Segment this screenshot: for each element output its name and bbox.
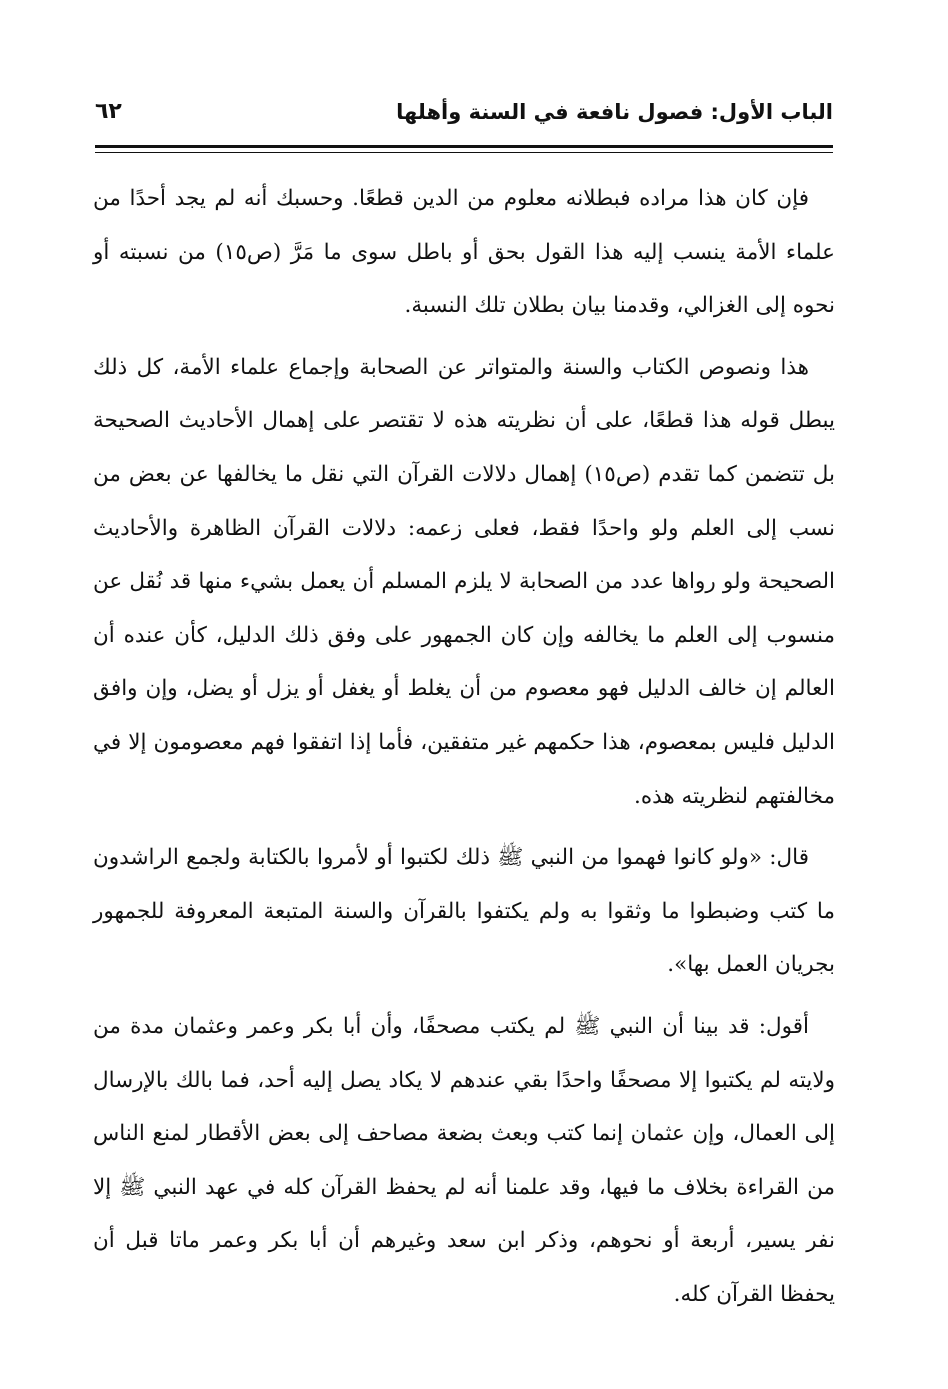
main-text [93,172,835,1329]
header-rule-thin [95,152,833,153]
header-rule-thick [95,145,833,148]
paragraph-3-quote: قال: «ولو كانوا فهموا من النبي ﷺ ذلك لكتبوا أو لأمروا بالكتابة ولجمع الراشدون ما كتب وضبطوا ما وثقوا به ولم يكتفوا بالقرآن والسنة المتبعة المعروفة للجمهور بجريان العمل بها». [93,845,835,978]
paragraph-4: أقول: قد بينا أن النبي ﷺ لم يكتب مصحفًا، وأن أبا بكر وعمر وعثمان مدة من ولايته لم يكتبوا إلا مصحفًا واحدًا بقي عندهم لا يكاد يصل إليه أحد، فما بالك بالإرسال إلى العمال، وإن عثمان إنما كتب وبعث بضعة مصاحف إلى بعض الأقطار لمنع الناس من القراءة بخلاف ما فيها، وقد علمنا أنه لم يحفظ القرآن كله في عهد النبي ﷺ إلا نفر يسير، أربعة أو نحوهم، وذكر ابن سعد وغيرهم أن أبا بكر وعمر ماتا قبل أن يحفظا القرآن كله. [93,1013,835,1307]
page-header [95,92,833,132]
page-number: ٦٢ [95,99,122,124]
running-title: الباب الأول: فصول نافعة في السنة وأهلها [396,100,833,124]
paragraph-2: هذا ونصوص الكتاب والسنة والمتواتر عن الصحابة وإجماع علماء الأمة، كل ذلك يبطل قوله هذا قطعًا، على أن نظريته هذه لا تقتصر على إهمال الأحاديث الصحيحة بل تتضمن كما تقدم (ص١٥) إهمال دلالات القرآن التي نقل ما يخالفها عن بعض من نسب إلى العلم ولو واحدًا فقط، فعلى زعمه: دلالات القرآن الظاهرة والأحاديث الصحيحة ولو رواها عدد من الصحابة لا يلزم المسلم أن يعمل بشيء منها قد نُقل عن منسوب إلى العلم ما يخالفه وإن كان الجمهور على وفق ذلك الدليل، كأن عنده أن العالم إن خالف الدليل فهو معصوم من أن يغلط أو يغفل أو يزل أو يضل، وإن وافق الدليل فليس بمعصوم، هذا حكمهم غير متفقين، فأما إذا اتفقوا فهم معصومون إلا في مخالفتهم لنظريته هذه. [93,354,835,809]
paragraph-1: فإن كان هذا مراده فبطلانه معلوم من الدين قطعًا. وحسبك أنه لم يجد أحدًا من علماء الأمة ينسب إليه هذا القول بحق أو باطل سوى ما مَرَّ (ص١٥) من نسبته أو نحوه إلى الغزالي، وقدمنا بيان بطلان تلك النسبة. [93,186,835,319]
